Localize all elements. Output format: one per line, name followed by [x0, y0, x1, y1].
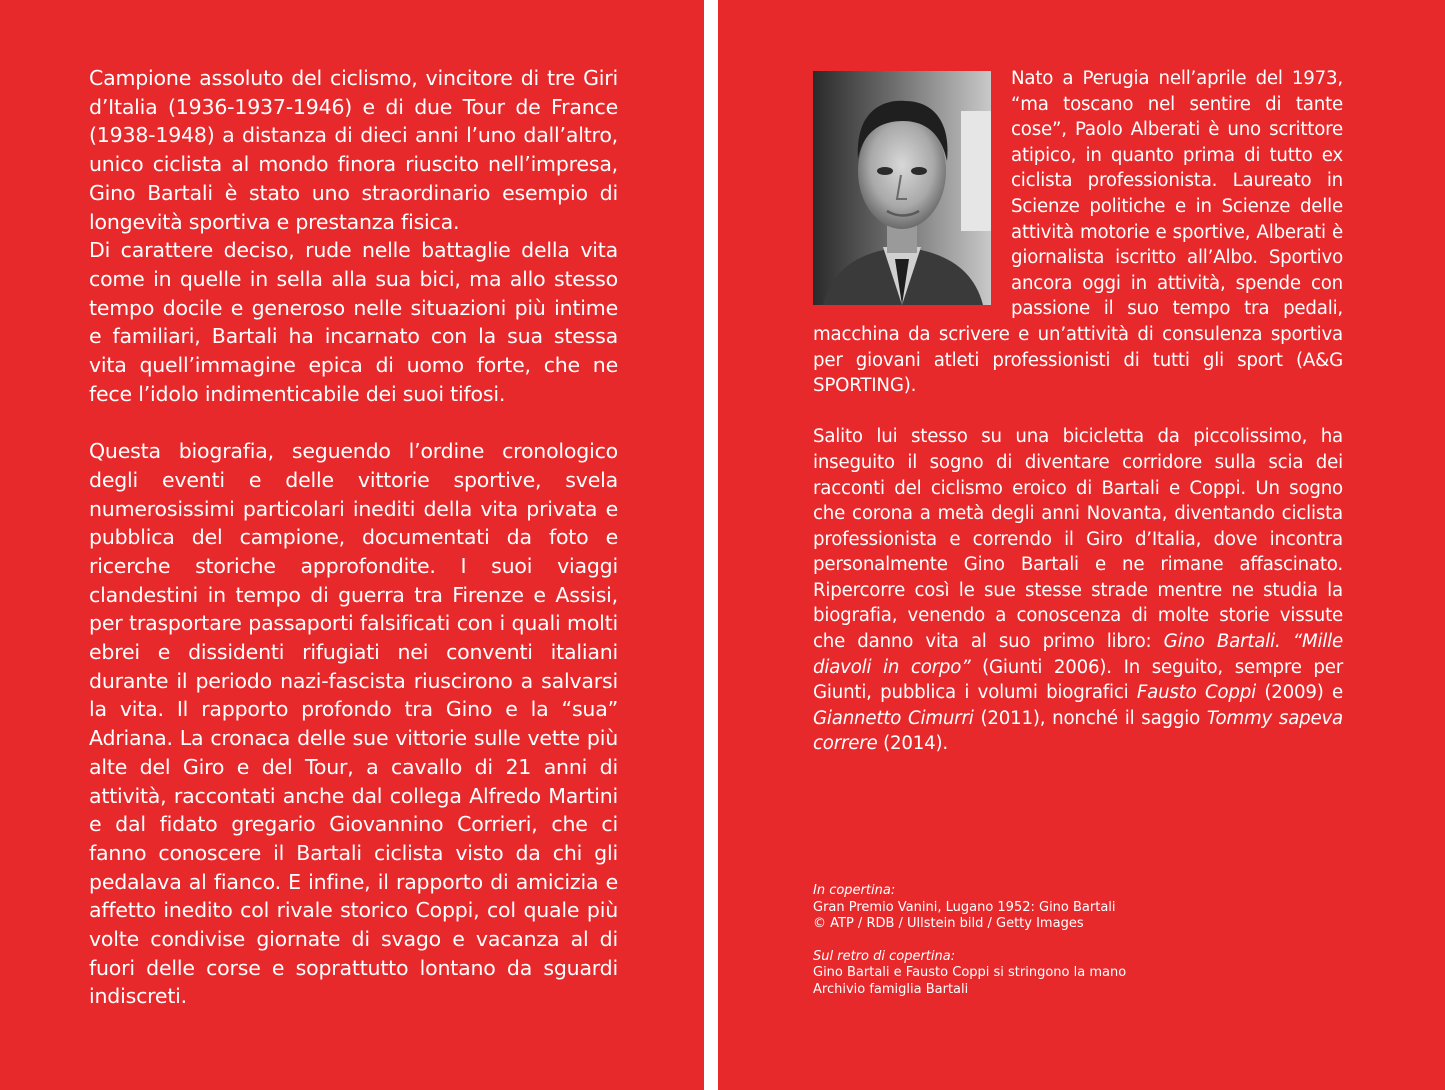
book-title-giannetto-cimurri: Giannetto Cimurri	[813, 707, 974, 729]
cover-credit-block	[813, 883, 1373, 933]
cover-credit-label: In copertina:	[813, 883, 896, 898]
synopsis-paragraph-1: Campione assoluto del ciclismo, vincitore di tre Giri d’Italia (1936-1937-1946) e di due Tour de France (1938-1948) a distanza di dieci anni l’uno dall’altro, unico ciclista al mondo finora riuscito nell’impresa, Gino Bartali è stato uno straordinario esempio di longevità sportiva e prestanza fisica.	[89, 66, 618, 234]
book-title-gino-bartali: Gino Bartali. “Mille diavoli in corpo”	[813, 631, 1343, 678]
book-title-fausto-coppi: Fausto Coppi	[1136, 682, 1256, 704]
back-credit-label: Sul retro di copertina:	[813, 948, 956, 964]
back-cover-left-page	[0, 0, 704, 1090]
author-portrait-photo	[813, 71, 991, 305]
back-credit-source: Archivio famiglia Bartali	[813, 981, 969, 997]
book-synopsis	[89, 64, 618, 1011]
synopsis-paragraph-3: Questa biografia, seguendo l’ordine cronologico degli eventi e delle vittorie sportive, svela numerosissimi particolari inediti della vita privata e pubblica del campione, documentati da foto e ricerche storiche approfondite. I suoi viaggi clandestini in tempo di guerra tra Firenze e Assisi, per trasportare passaporti falsificati con i quali molti ebrei e dissidenti rifugiati nei conventi italiani durante il periodo nazi-fascista riuscirono a salvarsi la vita. Il rapporto profondo tra Gino e la “sua” Adriana. La cronaca delle sue vittorie sulle vette più alte del Giro e del Tour, a cavallo di 21 anni di attività, raccontati anche dal collega Alfredo Martini e dal fidato gregario Giovannino Corrieri, che ci fanno conoscere il Bartali ciclista visto da chi gli pedalava al fianco. E infine, il rapporto di amicizia e affetto inedito col rivale storico Coppi, col quale più volte condivise giornate di svago e vacanza al di fuori delle corse e soprattutto lontano da sguardi indiscreti.	[89, 439, 618, 1009]
back-cover-right-page	[718, 0, 1445, 1090]
photo-credits	[813, 883, 1373, 998]
synopsis-paragraph-2: Di carattere deciso, rude nelle battaglie della vita come in quelle in sella alla sua bici, ma allo stesso tempo docile e generoso nelle situazioni più intime e familiari, Bartali ha incarnato con la sua stessa vita quell’immagine epica di uomo forte, che ne fece l’idolo indimenticabile dei suoi tifosi.	[89, 238, 618, 406]
cover-credit-copyright: © ATP / RDB / Ullstein bild / Getty Images	[813, 916, 1084, 931]
author-biography	[813, 66, 1343, 757]
back-credit-caption: Gino Bartali e Fausto Coppi si stringono la mano	[813, 965, 1127, 980]
back-credit-block	[813, 949, 1373, 999]
cover-credit-caption: Gran Premio Vanini, Lugano 1952: Gino Bartali	[813, 899, 1116, 915]
bio-paragraph-1: Nato a Perugia nell’aprile del 1973, “ma toscano nel sentire di tante cose”, Paolo Alberati è uno scrittore atipico, in quanto prima di tutto ex ciclista professionista. Laureato in Scienze politiche e in Scienze delle attività motorie e sportive, Alberati è giornalista iscritto all’Albo. Sportivo ancora oggi in attività, spende con passione il suo tempo tra pedali, macchina da scrivere e un’attività di consulenza sportiva per giovani atleti professionisti di tutti gli sport (A&G SPORTING).	[813, 68, 1343, 397]
bio-paragraph-2: Salito lui stesso su una bicicletta da piccolissimo, ha inseguito il sogno di diventare corridore sulla scia dei racconti del ciclismo eroico di Bartali e Coppi. Un sogno che corona a metà degli anni Novanta, diventando ciclista professionista e correndo il Giro d’Italia, dove incontra personalmente Gino Bartali e ne rimane affascinato. Ripercorre così le sue stesse strade mentre ne studia la biografia, venendo a conoscenza di molte storie vissute che danno vita al suo primo libro: Gino Bartali. “Mille diavoli in corpo” (Giunti 2006). In seguito, sempre per Giunti, pubblica i volumi biografici Fausto Coppi (2009) e Giannetto Cimurri (2011), nonché il saggio Tommy sapeva correre (2014).	[813, 426, 1344, 755]
book-title-tommy-sapeva-correre: Tommy sapeva correre	[813, 707, 1343, 755]
